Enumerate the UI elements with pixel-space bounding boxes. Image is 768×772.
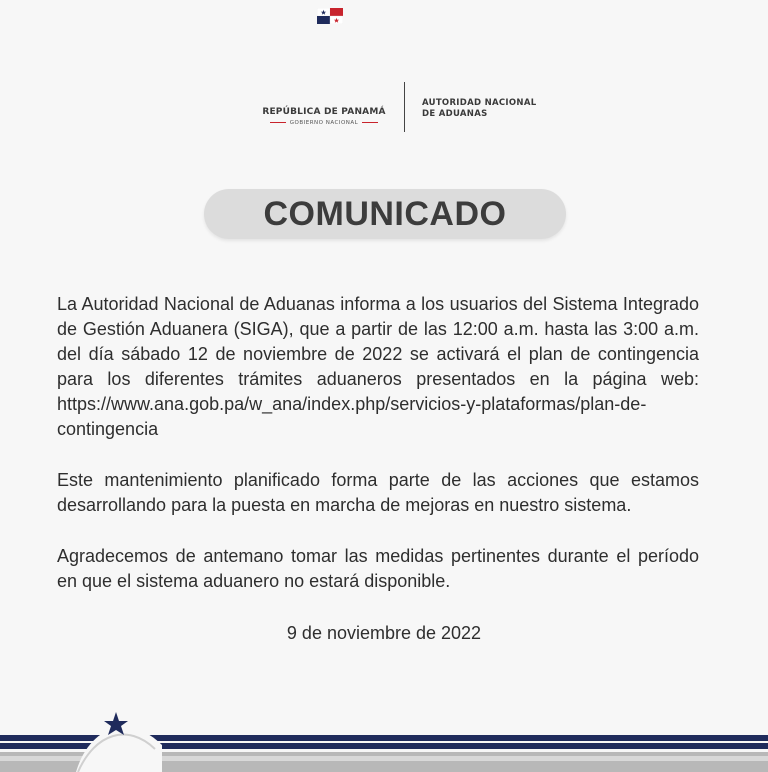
date: 9 de noviembre de 2022 [286, 623, 482, 643]
authority-name [422, 98, 536, 120]
paragraph-2: Este mantenimiento planificado forma parte de las acciones que estamos desarrollando para la puesta en marcha de mejoras en nuestro sistema. [57, 470, 699, 515]
authority-line2: DE ADUANAS [422, 109, 488, 119]
government-text: GOBIERNO NACIONAL [289, 120, 359, 126]
footer-decoration [0, 705, 768, 772]
page-title: COMUNICADO [263, 194, 507, 233]
paragraph-1: La Autoridad Nacional de Aduanas informa a los usuarios del Sistema Integrado de Gestión Aduanera (SIGA), que a partir de las 12:00 a.m. hasta las 3:00 a.m. del día sábado 12 de noviembre de 2022 se activará el plan de contingencia para los diferentes trámites aduaneros presentados en la página web: https://www.ana.gob.pa/w_ana/index.php/servicios-y-plataformas/plan-de-contingencia [57, 294, 699, 439]
panama-flag-icon [317, 8, 343, 24]
paragraph-3: Agradecemos de antemano tomar las medidas pertinentes durante el período en que el sistema aduanero no estará disponible. [57, 546, 699, 591]
authority-line1: AUTORIDAD NACIONAL [422, 98, 537, 108]
logo-divider [404, 82, 405, 132]
title-pill [204, 189, 566, 239]
government-label [250, 120, 398, 126]
republic-name: REPÚBLICA DE PANAMÁ [262, 107, 386, 117]
